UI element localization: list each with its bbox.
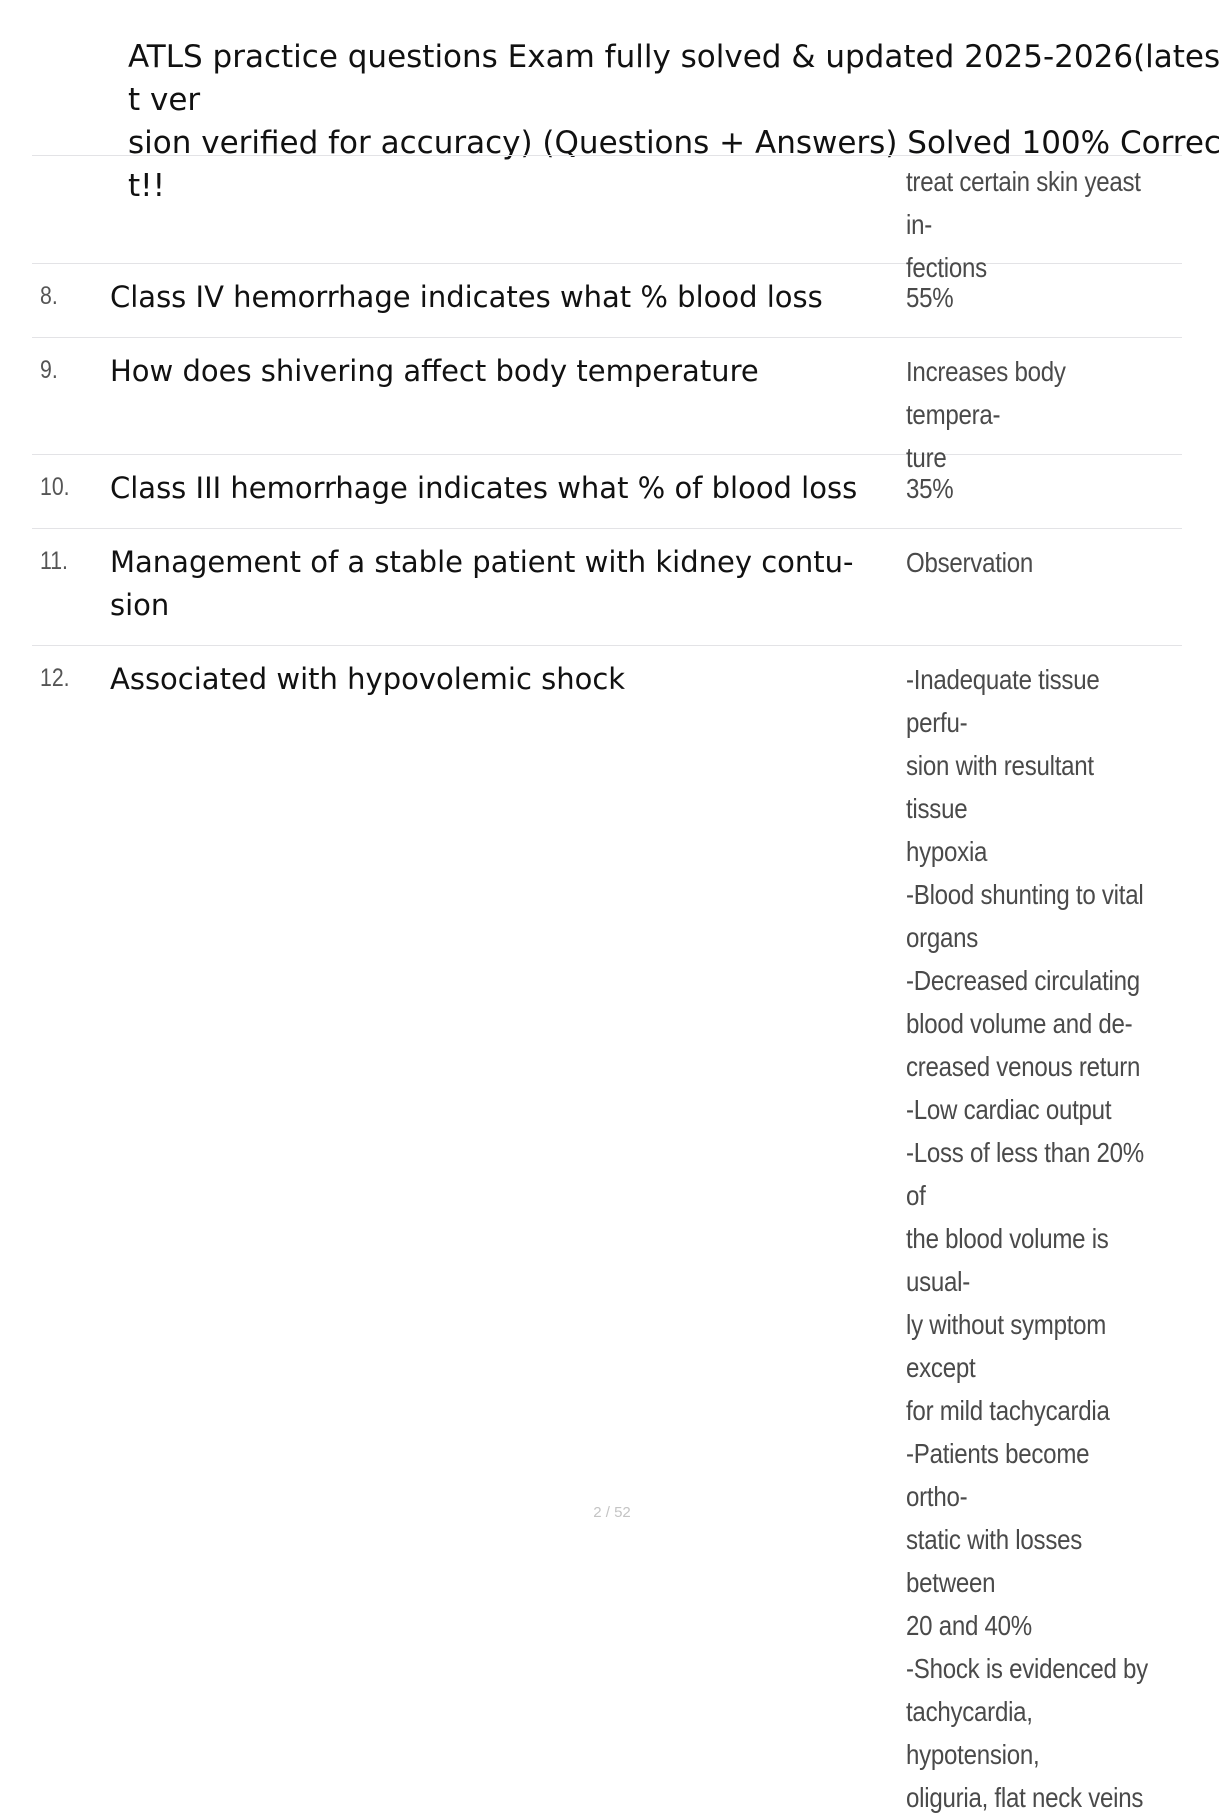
answer-text: 35% — [906, 473, 954, 504]
question-number: 8. — [40, 282, 58, 310]
qa-row-9 — [32, 338, 1182, 473]
question-number: 12. — [40, 664, 70, 692]
question-text: Management of a stable patient with kidney contu- sion — [110, 545, 854, 622]
qa-row-11 — [32, 529, 1182, 646]
page-number: 2 / 52 — [593, 1504, 631, 1521]
answer-text: 55% — [906, 282, 954, 313]
question-number: 11. — [40, 547, 68, 575]
qa-row-continued — [32, 156, 1182, 283]
document-title: ATLS practice questions Exam fully solved & updated 2025-2026(latest ver sion verified for accuracy) (Questions + Answers) Solved 100% Correct!! — [128, 39, 1221, 204]
answer-text: Increases body tempera- ture — [906, 356, 1066, 473]
question-text: Class IV hemorrhage indicates what % blood loss — [110, 280, 823, 314]
answer-text: Observation — [906, 547, 1033, 578]
question-text: How does shivering affect body temperature — [110, 354, 759, 388]
answer-text: treat certain skin yeast in- fections — [906, 166, 1141, 283]
question-text: Class III hemorrhage indicates what % of blood loss — [110, 471, 858, 505]
answer-text: -Inadequate tissue perfu- sion with resultant tissue hypoxia -Blood shunting to vital organs -Decreased circulating blood volume and de- creased venous return -Low cardiac output -Loss of less than 20% of the blood volume is usual- ly without symptom except for mild tachycardia -Patients become ortho- static with losses between 20 and 40% -Shock is evidenced by tachycardia, hypotension, oliguria, flat neck veins — [906, 664, 1148, 1813]
question-number: 9. — [40, 356, 58, 384]
qa-row-8 — [32, 264, 1182, 338]
question-number: 10. — [40, 473, 70, 501]
qa-row-10 — [32, 455, 1182, 529]
question-text: Associated with hypovolemic shock — [110, 662, 626, 696]
